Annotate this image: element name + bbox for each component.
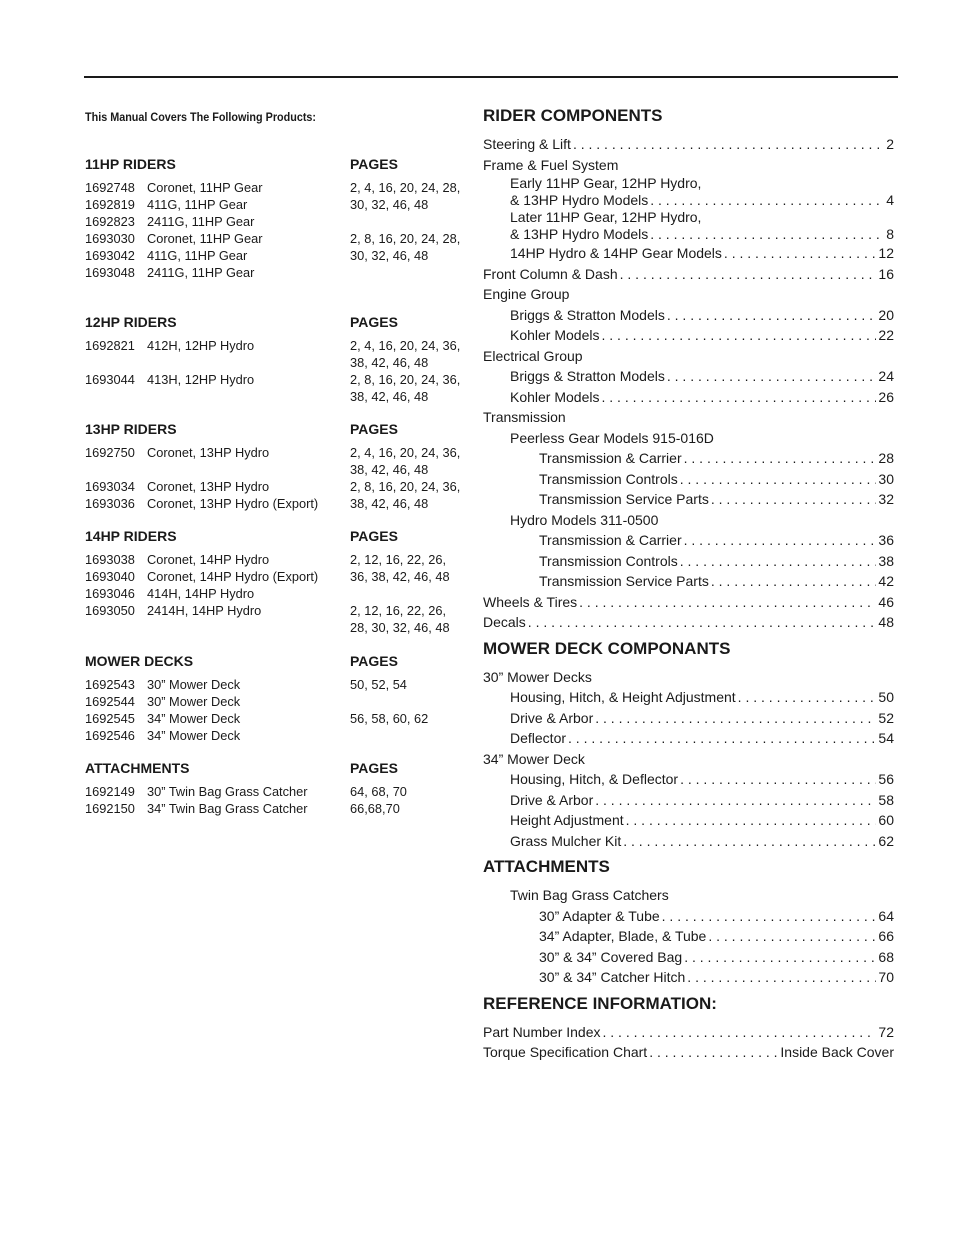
toc-entry[interactable] [483,1022,894,1043]
entry-page: 38 [878,552,894,569]
product-row [85,478,470,495]
page-list: 2, 8, 16, 20, 24, 36, [350,479,461,494]
product-row [85,213,470,230]
entry-label: Height Adjustment [510,812,624,828]
toc-entry[interactable] [483,906,894,927]
entry-label: Transmission & Carrier [539,532,682,548]
dot-leader [680,551,877,572]
page-list: 36, 38, 42, 46, 48 [350,569,450,584]
entry-label: Drive & Arbor [510,709,594,726]
product-row [85,495,470,512]
entry-label: Kohler Models [510,388,600,405]
toc-entry[interactable] [483,947,894,968]
model-number: 1693036 [85,496,135,511]
product-row [85,568,470,585]
dot-leader [650,192,884,209]
toc-entry[interactable] [483,510,894,531]
toc-entry[interactable] [483,325,894,346]
dot-leader [680,469,877,490]
dot-leader [684,947,876,968]
product-row [85,247,470,264]
model-description: Coronet, 13HP Hydro [147,479,270,494]
entry-page: 20 [878,306,894,323]
model-number: 1692819 [85,197,135,212]
product-row [85,783,470,800]
product-row [85,264,470,281]
page-list: 64, 68, 70 [350,784,407,799]
toc-entry[interactable] [483,387,894,408]
entry-label: 34” Mower Deck [483,750,585,767]
model-description: Coronet, 13HP Hydro [147,445,270,460]
dot-leader [724,243,877,264]
toc-entry[interactable] [483,790,894,811]
page-list: 2, 12, 16, 22, 26, [350,552,447,567]
model-number [85,461,147,478]
entry-label: Early 11HP Gear, 12HP Hydro, [510,175,702,191]
dot-leader [684,448,877,469]
toc-entry[interactable] [483,885,894,906]
product-group [85,653,470,744]
entry-page: 64 [878,907,894,924]
page-list: 30, 32, 46, 48 [350,197,429,212]
pages-heading: PAGES [350,421,398,437]
product-row [85,196,470,213]
model-description: 2411G, 11HP Gear [147,265,255,280]
model-description: 34” Twin Bag Grass Catcher [147,801,308,816]
model-number [85,388,147,405]
entry-page: 56 [878,771,894,787]
entry-page: 24 [878,368,894,384]
model-description: 411G, 11HP Gear [147,248,248,263]
dot-leader [667,305,877,326]
group-header [85,314,470,332]
dot-leader [602,387,877,408]
product-row [85,230,470,247]
toc-section [483,639,894,852]
model-description: Coronet, 14HP Hydro [147,552,270,567]
model-number: 1692545 [85,711,135,726]
entry-continuation [510,226,894,243]
section-title: RIDER COMPONENTS [483,106,663,125]
product-row [85,388,470,405]
toc-entry[interactable] [483,155,894,176]
group-header [85,156,470,174]
entry-label: Transmission [483,409,566,425]
entry-label: Decals [483,614,526,630]
product-row [85,710,470,727]
product-row [85,337,470,354]
toc-section [483,994,894,1063]
model-number: 1693030 [85,231,135,246]
entry-label: Torque Specification Chart [483,1044,648,1060]
toc-entry[interactable] [483,489,894,510]
model-description: Coronet, 14HP Hydro (Export) [147,569,319,584]
product-row [85,551,470,568]
toc-entry[interactable] [483,612,894,633]
entry-label: Briggs & Stratton Models [510,368,665,384]
model-number: 1692150 [85,801,135,816]
page-list [350,585,470,602]
product-row [85,461,470,478]
dot-leader [623,831,876,852]
toc-entry[interactable] [483,428,894,449]
group-heading: 14HP RIDERS [85,528,177,544]
model-description: 2414H, 14HP Hydro [147,603,262,618]
page-list: 38, 42, 46, 48 [350,389,429,404]
dot-leader [711,489,877,510]
entry-page: 52 [878,709,894,726]
model-number: 1692748 [85,180,135,195]
model-number: 1693048 [85,265,135,280]
model-description: 411G, 11HP Gear [147,197,248,212]
entry-page: 22 [878,327,894,343]
entry-label-continued: & 13HP Hydro Models [510,226,649,242]
model-description: Coronet, 13HP Hydro (Export) [147,496,319,511]
product-group [85,760,470,817]
dot-leader [528,612,877,633]
model-number [85,354,147,371]
toc-entry[interactable] [483,175,894,209]
model-description [147,619,350,636]
product-row [85,602,470,619]
model-number: 1693038 [85,552,135,567]
entry-page: 26 [878,388,894,405]
entry-label: 14HP Hydro & 14HP Gear Models [510,245,722,261]
entry-label: Engine Group [483,286,570,302]
section-title: REFERENCE INFORMATION: [483,993,717,1013]
product-row [85,693,470,710]
entry-label-continued: & 13HP Hydro Models [510,192,649,208]
toc-section [483,106,894,633]
group-heading: 12HP RIDERS [85,314,177,330]
page-list: 2, 8, 16, 20, 24, 36, [350,372,461,387]
dot-leader [680,769,876,790]
table-of-contents [483,106,894,1063]
dot-leader [667,366,877,387]
toc-entry[interactable] [483,209,894,243]
entry-page: 42 [878,573,894,589]
page-list: 38, 42, 46, 48 [350,496,429,511]
toc-entry[interactable] [483,551,894,572]
entry-page: 8 [886,226,894,242]
product-group [85,421,470,512]
toc-entry[interactable] [483,708,894,729]
entry-page: 72 [878,1023,894,1040]
page-list: 2, 12, 16, 22, 26, [350,603,447,618]
group-heading: 13HP RIDERS [85,421,177,437]
toc-entry[interactable] [483,284,894,305]
toc-entry[interactable] [483,926,894,947]
model-number: 1692823 [85,214,135,229]
entry-label: Drive & Arbor [510,791,594,808]
entry-page: 28 [878,450,894,466]
entry-label: Hydro Models 311-0500 [510,511,659,528]
toc-entry[interactable] [483,134,894,155]
toc-entry[interactable] [483,667,894,688]
entry-label: Frame & Fuel System [483,156,619,173]
page-list: 38, 42, 46, 48 [350,462,429,477]
model-number: 1692544 [85,694,135,709]
product-row [85,585,470,602]
model-number: 1692546 [85,728,135,743]
entry-label: Front Column & Dash [483,265,618,282]
dot-leader [603,1022,877,1043]
pages-heading: PAGES [350,653,398,669]
toc-entry[interactable] [483,346,894,367]
entry-label: 30” Adapter & Tube [539,907,660,924]
entry-page: 54 [878,730,894,746]
toc-entry[interactable] [483,592,894,613]
toc-entry[interactable] [483,243,894,264]
product-row [85,354,470,371]
group-header [85,421,470,439]
toc-entry[interactable] [483,831,894,852]
model-number [85,619,147,636]
dot-leader [649,1042,778,1063]
model-description: Coronet, 11HP Gear [147,180,263,195]
dot-leader [595,708,876,729]
section-title: ATTACHMENTS [483,857,610,876]
page-list: 50, 52, 54 [350,677,407,692]
model-number: 1693034 [85,479,135,494]
dot-leader [687,967,876,988]
product-row [85,619,470,636]
entry-continuation [510,192,894,209]
entry-page: 30 [878,470,894,487]
group-header [85,528,470,546]
model-description [147,354,350,371]
entry-page: 68 [878,948,894,965]
product-row [85,371,470,388]
model-number: 1692821 [85,338,135,353]
page-list: 28, 30, 32, 46, 48 [350,620,450,635]
entry-label: Part Number Index [483,1023,601,1040]
model-description [147,461,350,478]
pages-heading: PAGES [350,314,398,330]
product-group [85,156,470,281]
page-list: 2, 4, 16, 20, 24, 28, [350,180,461,195]
model-description: Coronet, 11HP Gear [147,231,263,246]
model-description: 412H, 12HP Hydro [147,338,255,353]
model-number: 1693044 [85,372,135,387]
page-list: 2, 4, 16, 20, 24, 36, [350,445,461,460]
entry-page: 62 [878,832,894,849]
page-list: 2, 4, 16, 20, 24, 36, [350,338,461,353]
entry-label: Briggs & Stratton Models [510,306,665,323]
product-group [85,314,470,405]
dot-leader [626,810,877,831]
product-list [85,110,470,816]
model-description: 2411G, 11HP Gear [147,214,255,229]
model-description: 413H, 12HP Hydro [147,372,255,387]
entry-label: 30” & 34” Catcher Hitch [539,969,686,985]
entry-page: 60 [878,812,894,828]
toc-entry[interactable] [483,810,894,831]
page-list [350,693,470,710]
entry-label: Transmission & Carrier [539,450,682,466]
page-list [350,727,470,744]
model-description: 34” Mower Deck [147,711,241,726]
dot-leader [708,926,876,947]
model-number: 1693042 [85,248,135,263]
entry-label: Transmission Controls [539,552,678,569]
product-row [85,727,470,744]
page-list: 56, 58, 60, 62 [350,711,429,726]
top-rule [84,76,898,78]
dot-leader [568,728,876,749]
page-list: 66,68,70 [350,801,400,816]
dot-leader [602,325,877,346]
page-list [350,264,470,281]
model-number: 1693040 [85,569,135,584]
toc-entry[interactable] [483,469,894,490]
toc-entry[interactable] [483,687,894,708]
entry-label: Transmission Controls [539,470,678,487]
entry-page: 48 [878,614,894,630]
dot-leader [711,571,877,592]
model-description: 414H, 14HP Hydro [147,586,255,601]
entry-label: Transmission Service Parts [539,573,709,589]
entry-page: 32 [878,491,894,507]
dot-leader [684,530,877,551]
toc-entry[interactable] [483,728,894,749]
entry-label: Later 11HP Gear, 12HP Hydro, [510,209,702,225]
entry-page: 12 [878,245,894,261]
toc-entry[interactable] [483,769,894,790]
dot-leader [650,226,884,243]
entry-page: 16 [878,265,894,282]
entry-label: Electrical Group [483,347,583,364]
entry-label: 34” Adapter, Blade, & Tube [539,928,707,944]
model-number: 1693050 [85,603,135,618]
entry-page: 46 [878,593,894,610]
toc-entry[interactable] [483,366,894,387]
group-heading: 11HP RIDERS [85,156,176,172]
entry-label: Housing, Hitch, & Height Adjustment [510,689,736,705]
entry-label: Transmission Service Parts [539,491,709,507]
model-description: 30” Mower Deck [147,694,241,709]
entry-label: Wheels & Tires [483,593,578,610]
toc-entry[interactable] [483,305,894,326]
model-description: 30” Twin Bag Grass Catcher [147,784,308,799]
toc-entry[interactable] [483,448,894,469]
entry-page: 66 [878,928,894,944]
entry-label: Kohler Models [510,327,600,343]
toc-entry[interactable] [483,1042,894,1063]
entry-page: 70 [878,969,894,985]
group-heading: MOWER DECKS [85,653,194,669]
product-group [85,528,470,636]
toc-entry[interactable] [483,749,894,770]
product-row [85,444,470,461]
entry-page: 4 [886,192,894,208]
entry-label: Steering & Lift [483,136,571,152]
dot-leader [620,264,877,285]
entry-label: 30” Mower Decks [483,668,592,685]
toc-section [483,857,894,988]
intro-text: This Manual Covers The Following Products: [85,110,317,124]
group-header [85,760,470,778]
toc-entry[interactable] [483,571,894,592]
entry-label: 30” & 34” Covered Bag [539,948,683,965]
dot-leader [595,790,876,811]
model-description [147,388,350,405]
pages-heading: PAGES [350,528,398,544]
model-description: 30” Mower Deck [147,677,241,692]
entry-page: 58 [878,791,894,808]
section-title: MOWER DECK COMPONANTS [483,638,731,658]
entry-label: Housing, Hitch, & Deflector [510,771,679,787]
model-number: 1692149 [85,784,135,799]
toc-entry[interactable] [483,264,894,285]
pages-heading: PAGES [350,760,398,776]
model-number: 1692543 [85,677,135,692]
product-row [85,179,470,196]
product-row [85,676,470,693]
page-list [350,213,470,230]
group-heading: ATTACHMENTS [85,760,190,776]
page-list: 2, 8, 16, 20, 24, 28, [350,231,461,246]
pages-heading: PAGES [350,156,398,172]
dot-leader [662,906,877,927]
dot-leader [738,687,877,708]
page-list: 30, 32, 46, 48 [350,248,429,263]
entry-label: Peerless Gear Models 915-016D [510,429,714,446]
page-list: 38, 42, 46, 48 [350,355,429,370]
toc-entry[interactable] [483,407,894,428]
entry-label: Twin Bag Grass Catchers [510,887,669,903]
dot-leader [579,592,876,613]
entry-page: 50 [878,689,894,705]
group-header [85,653,470,671]
model-description: 34” Mower Deck [147,728,241,743]
toc-entry[interactable] [483,967,894,988]
entry-label: Deflector [510,730,567,746]
entry-page: 36 [878,532,894,548]
entry-page: 2 [886,136,894,152]
entry-page: Inside Back Cover [780,1044,894,1060]
model-number: 1692750 [85,445,135,460]
dot-leader [573,134,884,155]
model-number: 1693046 [85,586,135,601]
product-row [85,800,470,817]
entry-label: Grass Mulcher Kit [510,832,622,849]
toc-entry[interactable] [483,530,894,551]
